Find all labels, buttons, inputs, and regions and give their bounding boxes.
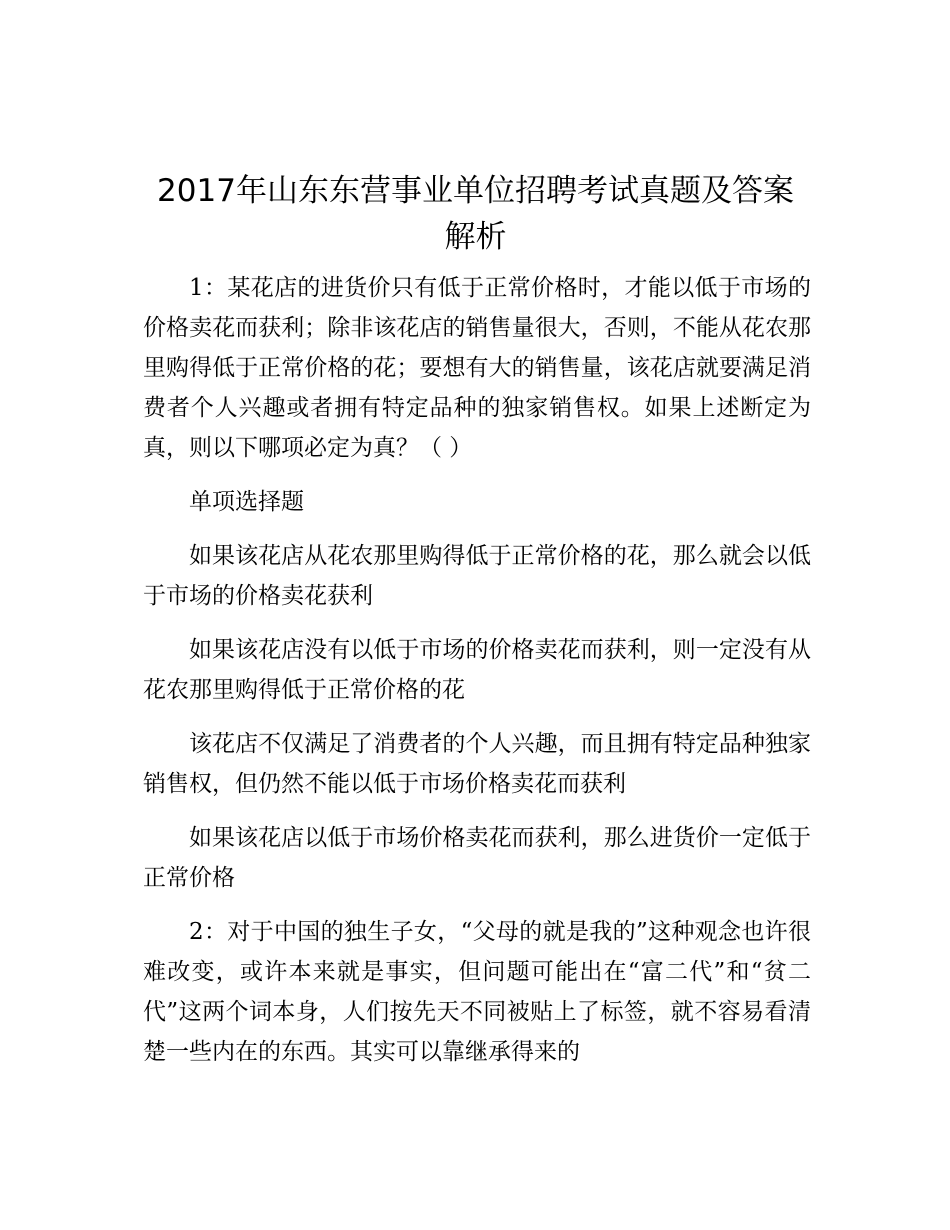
question-type-label: 单项选择题 bbox=[189, 489, 304, 515]
option-c: 该花店不仅满足了消费者的个人兴趣，而且拥有特定品种独家销售权，但仍然不能以低于市场价格卖花而获利 bbox=[143, 731, 811, 797]
document-body bbox=[143, 268, 811, 1086]
question-1-stem: 1：某花店的进货价只有低于正常价格时，才能以低于市场的价格卖花而获利；除非该花店的销售量很大，否则，不能从花农那里购得低于正常价格的花；要想有大的销售量，该花店就要满足消费者个人兴趣或者拥有特定品种的独家销售权。如果上述断定为真，则以下哪项必定为真？（ ） bbox=[143, 275, 811, 461]
option-b: 如果该花店没有以低于市场的价格卖花而获利，则一定没有从花农那里购得低于正常价格的花 bbox=[143, 637, 811, 703]
option-a: 如果该花店从花农那里购得低于正常价格的花，那么就会以低于市场的价格卖花获利 bbox=[143, 543, 811, 609]
option-d: 如果该花店以低于市场价格卖花而获利，那么进货价一定低于正常价格 bbox=[143, 825, 811, 891]
document-title: 2017年山东东营事业单位招聘考试真题及答案解析 bbox=[157, 173, 794, 255]
question-2-stem: 2：对于中国的独生子女，“父母的就是我的”这种观念也许很难改变，或许本来就是事实，但问题可能出在“富二代”和“贫二代”这两个词本身，人们按先天不同被贴上了标签，就不容易看清楚一些内在的东西。其实可以靠继承得来的 bbox=[143, 919, 811, 1065]
